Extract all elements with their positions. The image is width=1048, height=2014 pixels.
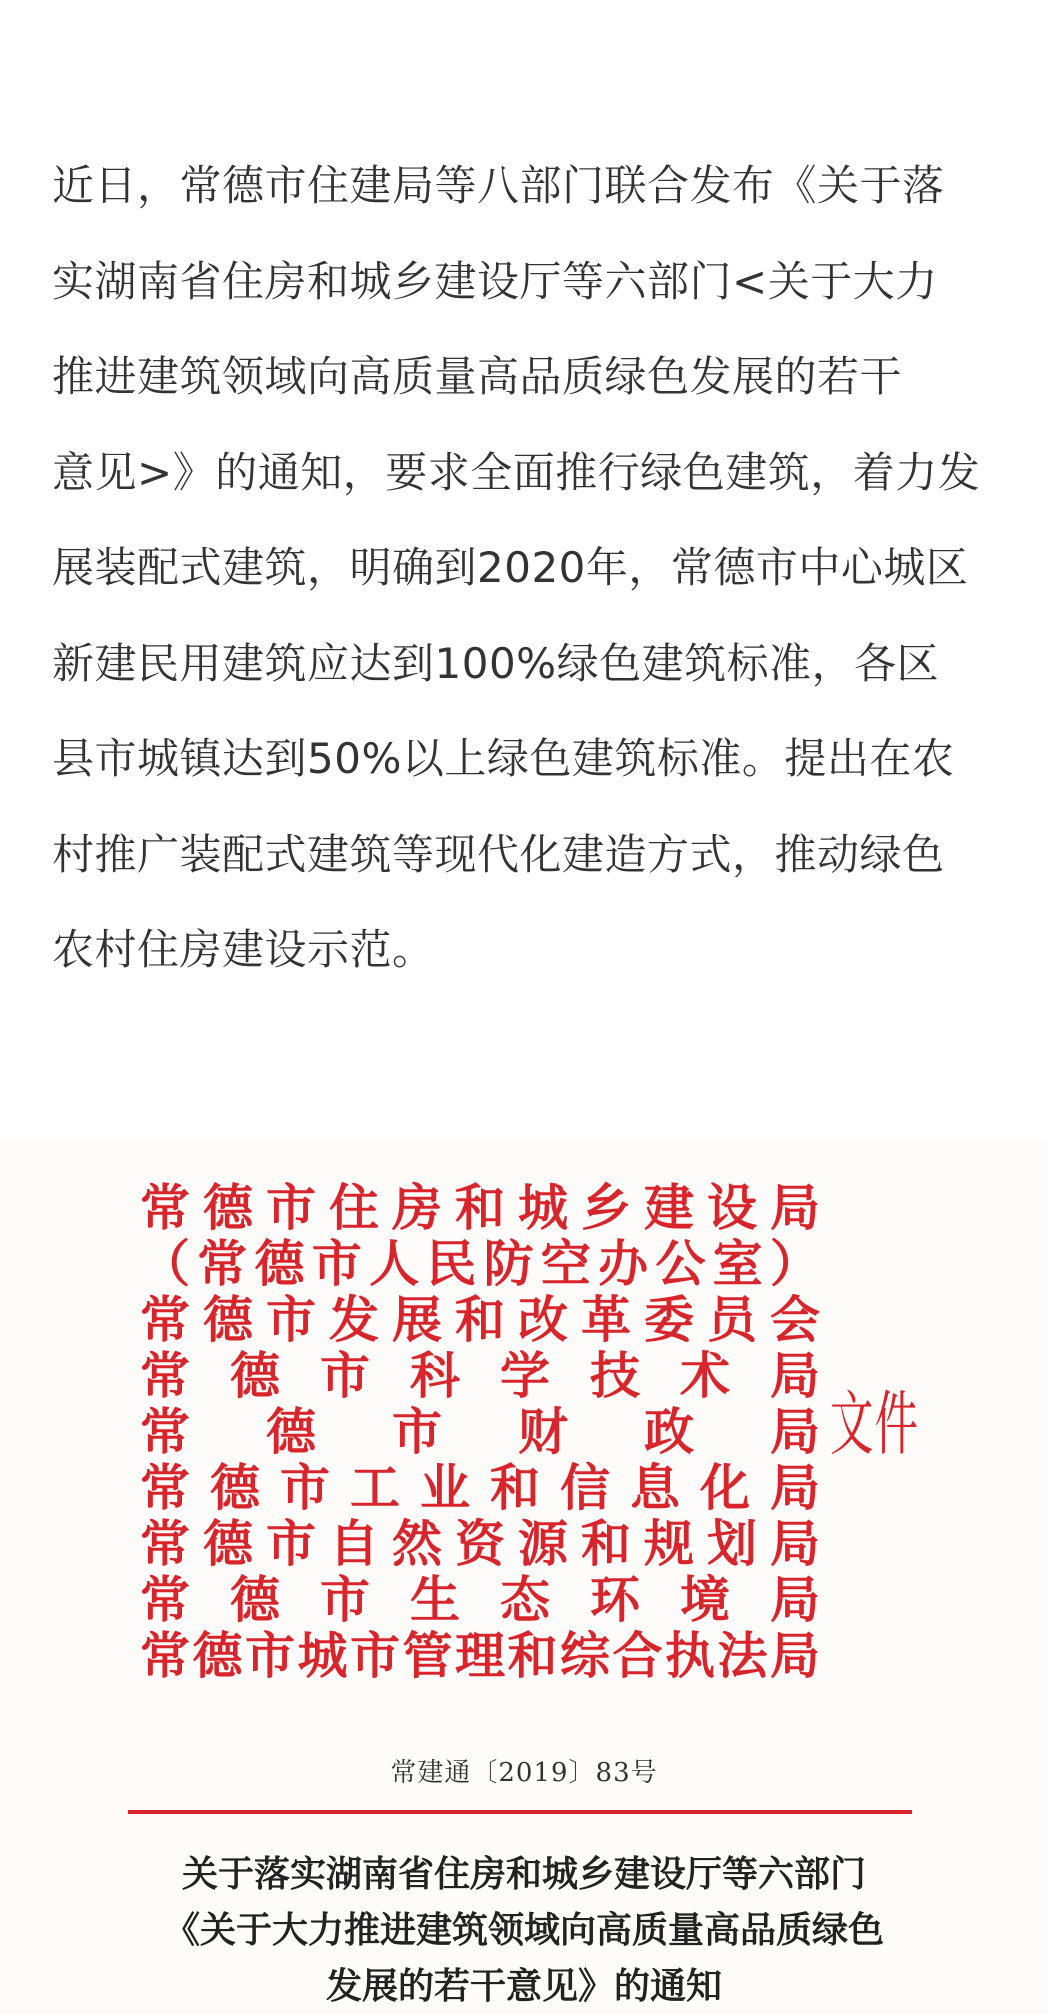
department-char: 发 — [329, 1290, 379, 1349]
department-char: 局 — [770, 1402, 820, 1461]
department-char: 业 — [420, 1458, 470, 1517]
department-char: 人 — [369, 1234, 420, 1293]
department-line — [140, 1292, 820, 1348]
department-char: 化 — [700, 1458, 750, 1517]
department-char: 局 — [770, 1570, 820, 1629]
department-char: 环 — [590, 1570, 640, 1629]
department-char: 科 — [410, 1346, 460, 1405]
department-char: 城 — [518, 1178, 568, 1237]
department-char: 展 — [392, 1290, 442, 1349]
department-char: 市 — [266, 1290, 316, 1349]
department-char: 合 — [612, 1626, 663, 1685]
department-line — [140, 1628, 820, 1684]
department-char: 常 — [140, 1290, 190, 1349]
department-char: 法 — [717, 1626, 768, 1685]
department-char: 政 — [644, 1402, 694, 1461]
department-char: 常 — [140, 1178, 190, 1237]
department-char: 生 — [410, 1570, 460, 1629]
department-char: 常 — [197, 1234, 248, 1293]
department-char: 技 — [590, 1346, 640, 1405]
department-char: 员 — [707, 1290, 757, 1349]
department-char: 市 — [266, 1514, 316, 1573]
department-char: 德 — [203, 1290, 253, 1349]
document-title — [0, 1846, 1048, 2014]
department-line — [140, 1460, 820, 1516]
official-document-image — [0, 1140, 1048, 2013]
department-char: 局 — [770, 1346, 820, 1405]
department-char: 划 — [707, 1514, 757, 1573]
department-line — [140, 1348, 820, 1404]
department-char: 德 — [230, 1346, 280, 1405]
department-char: 市 — [280, 1458, 330, 1517]
department-char: 革 — [581, 1290, 631, 1349]
department-char: 城 — [297, 1626, 348, 1685]
article-line: 村推广装配式建筑等现代化建造方式，推动绿色 — [52, 829, 945, 879]
department-char: 术 — [680, 1346, 730, 1405]
department-char: 常 — [140, 1402, 190, 1461]
department-char: 资 — [455, 1514, 505, 1573]
article-line: 推进建筑领域向高质量高品质绿色发展的若干 — [52, 352, 903, 401]
department-char: 住 — [329, 1178, 379, 1237]
department-char: 德 — [230, 1570, 280, 1629]
article-line: 县市城镇达到50%以上绿色建筑标准。提出在农 — [52, 734, 955, 783]
department-char: 市 — [392, 1402, 442, 1461]
department-char: 改 — [518, 1290, 568, 1349]
red-divider-line — [128, 1810, 912, 1814]
department-char: 自 — [329, 1514, 379, 1573]
department-char: 市 — [245, 1626, 295, 1685]
department-char: 源 — [518, 1514, 568, 1573]
department-char: 局 — [770, 1178, 820, 1237]
department-char: 常 — [140, 1626, 190, 1685]
department-char: 常 — [140, 1346, 190, 1405]
article-line: 意见>》的通知，要求全面推行绿色建筑，着力发 — [52, 447, 981, 497]
department-char: ） — [769, 1234, 820, 1293]
department-char: （ — [140, 1234, 190, 1293]
article-body — [52, 138, 982, 998]
department-char: 委 — [644, 1290, 694, 1349]
department-char: 局 — [770, 1458, 820, 1517]
department-char: 设 — [707, 1178, 757, 1237]
department-line — [140, 1180, 820, 1236]
department-char: 财 — [518, 1402, 568, 1461]
department-char: 工 — [350, 1458, 400, 1517]
department-char: 局 — [770, 1626, 820, 1685]
department-line — [140, 1404, 820, 1460]
department-char: 学 — [500, 1346, 550, 1405]
department-char: 办 — [598, 1234, 649, 1293]
department-char: 信 — [560, 1458, 610, 1517]
article-line: 实湖南省住房和城乡建设厅等六部门<关于大力 — [52, 256, 938, 306]
department-char: 德 — [192, 1626, 243, 1685]
department-char: 规 — [644, 1514, 694, 1573]
article-line: 农村住房建设示范。 — [52, 925, 435, 974]
department-char: 德 — [203, 1178, 253, 1237]
department-char: 然 — [392, 1514, 442, 1573]
department-char: 市 — [350, 1626, 400, 1685]
department-char: 建 — [644, 1178, 694, 1237]
department-char: 和 — [455, 1290, 505, 1349]
department-char: 理 — [455, 1626, 505, 1685]
wenjian-mark: 文件 — [830, 1383, 920, 1465]
department-char: 态 — [500, 1570, 550, 1629]
department-char: 和 — [581, 1514, 631, 1573]
department-char: 和 — [507, 1626, 558, 1685]
document-title-line: 关于落实湖南省住房和城乡建设厅等六部门 — [181, 1853, 866, 1895]
department-char: 空 — [540, 1234, 591, 1293]
department-char: 德 — [210, 1458, 260, 1517]
department-char: 和 — [490, 1458, 540, 1517]
department-line — [140, 1572, 820, 1628]
document-title-line: 发展的若干意见》的通知 — [325, 1965, 722, 2007]
article-line: 展装配式建筑，明确到2020年，常德市中心城区 — [52, 543, 969, 592]
department-char: 局 — [770, 1514, 820, 1573]
department-char: 市 — [311, 1234, 362, 1293]
article-line: 近日，常德市住建局等八部门联合发布《关于落 — [52, 161, 945, 210]
department-char: 房 — [392, 1178, 442, 1237]
department-char: 民 — [426, 1234, 477, 1293]
department-char: 境 — [680, 1570, 730, 1629]
department-char: 市 — [320, 1346, 370, 1405]
department-line — [140, 1236, 820, 1292]
department-char: 公 — [655, 1234, 706, 1293]
department-char: 市 — [320, 1570, 370, 1629]
document-title-line: 《关于大力推进建筑领域向高质量高品质绿色 — [163, 1909, 884, 1951]
department-char: 综 — [560, 1626, 610, 1685]
department-char: 防 — [483, 1234, 534, 1293]
department-char: 室 — [712, 1234, 763, 1293]
department-char: 德 — [266, 1402, 316, 1461]
article-line: 新建民用建筑应达到100%绿色建筑标准，各区 — [52, 638, 940, 688]
department-char: 常 — [140, 1458, 190, 1517]
department-char: 息 — [630, 1458, 680, 1517]
department-line — [140, 1516, 820, 1572]
department-char: 会 — [770, 1290, 820, 1349]
department-char: 乡 — [581, 1178, 631, 1237]
department-char: 和 — [455, 1178, 505, 1237]
department-char: 常 — [140, 1514, 190, 1573]
department-char: 市 — [266, 1178, 316, 1237]
department-char: 常 — [140, 1570, 190, 1629]
department-char: 德 — [254, 1234, 305, 1293]
department-char: 管 — [402, 1626, 453, 1685]
document-number: 常建通〔2019〕83号 — [390, 1758, 658, 1788]
department-char: 德 — [203, 1514, 253, 1573]
department-char: 执 — [665, 1626, 715, 1685]
